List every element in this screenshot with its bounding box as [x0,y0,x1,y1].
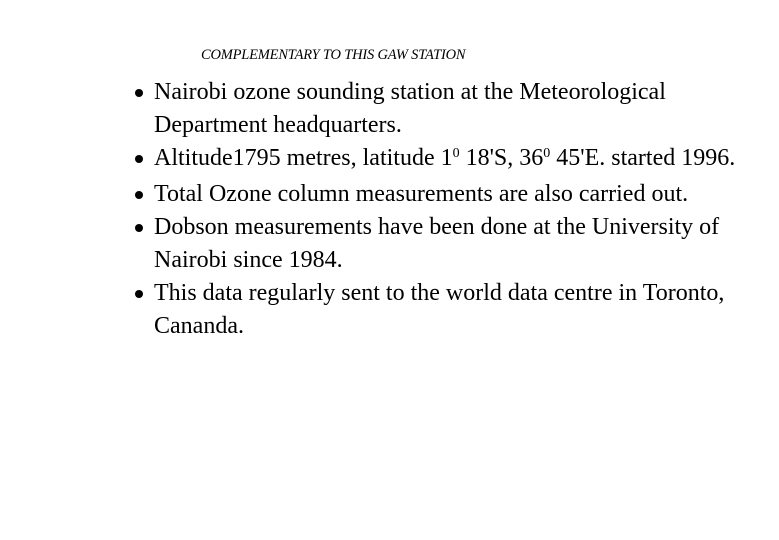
bullet-item-nairobi-station [132,76,752,142]
bullet-item-altitude [132,142,752,178]
bullet-dot-icon [135,155,143,163]
bullet-item-dobson [132,211,752,277]
bullet-text-part: 18'S, 36 [459,145,544,171]
bullet-dot-icon [135,224,143,232]
bullet-list [132,76,752,343]
bullet-text: Dobson measurements have been done at the University of Nairobi since 1984. [154,214,720,273]
bullet-dot-icon [135,89,143,97]
bullet-dot-icon [135,191,143,199]
bullet-dot-icon [135,290,143,298]
degree-superscript: 0 [452,146,460,161]
bullet-item-data-centre [132,277,752,343]
bullet-text-part: Altitude1795 metres, latitude 1 [154,145,453,171]
bullet-text: This data regularly sent to the world data centre in Toronto, Cananda. [154,280,725,339]
bullet-item-total-ozone [132,178,752,211]
bullet-text-part: 45'E. started 1996. [550,145,736,171]
degree-superscript: 0 [543,146,551,161]
bullet-text: Nairobi ozone sounding station at the Meteorological Department headquarters. [154,79,666,138]
slide-heading: COMPLEMENTARY TO THIS GAW STATION [201,47,466,63]
bullet-text: Total Ozone column measurements are also carried out. [154,181,689,207]
